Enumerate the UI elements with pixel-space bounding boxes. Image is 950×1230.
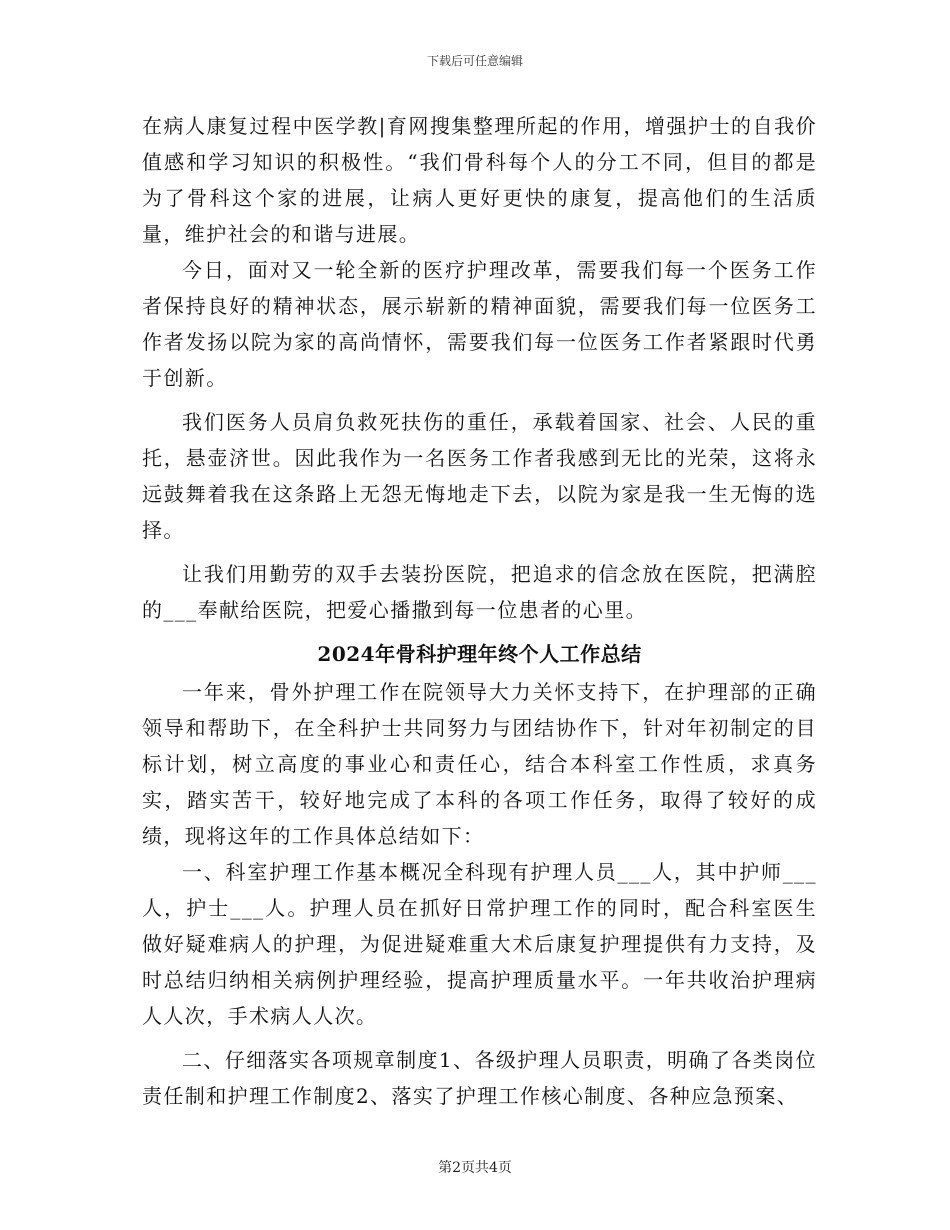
paragraph-1: 在病人康复过程中医学教|育网搜集整理所起的作用，增强护士的自我价值感和学习知识的积极性。“我们骨科每个人的分工不同，但目的都是为了骨科这个家的进展，让病人更好更快的康复，提高他们的生活质量，维护社会的和谐与进展。 [142,114,817,246]
page-header: 下载后可任意编辑 [426,54,523,68]
section-paragraph-3: 二、仔细落实各项规章制度1、各级护理人员职责，明确了各类岗位责任制和护理工作制度2、落实了护理工作核心制度、各种应急预案、 [142,1048,817,1108]
paragraph-4: 让我们用勤劳的双手去装扮医院，把追求的信念放在医院，把满腔的___奉献给医院，把爱心播撒到每一位患者的心里。 [142,562,817,622]
paragraph-3: 我们医务人员肩负救死扶伤的重任，承载着国家、社会、人民的重托，悬壶济世。因此我作为一名医务工作者我感到无比的光荣，这将永远鼓舞着我在这条路上无怨无悔地走下去，以院为家是我一生无悔的选择。 [142,410,817,542]
section-paragraph-1: 一年来，骨外护理工作在院领导大力关怀支持下，在护理部的正确领导和帮助下，在全科护士共同努力与团结协作下，针对年初制定的目标计划，树立高度的事业心和责任心，结合本科室工作性质，求真务实，踏实苦干，较好地完成了本科的各项工作任务，取得了较好的成绩，现将这年的工作具体总结如下： [142,680,817,848]
section-paragraph-2: 一、科室护理工作基本概况全科现有护理人员___人，其中护师___人，护士___人。护理人员在抓好日常护理工作的同时，配合科室医生做好疑难病人的护理，为促进疑难重大术后康复护理提供有力支持，及时总结归纳相关病例护理经验，提高护理质量水平。一年共收治护理病人人次，手术病人人次。 [142,860,817,1028]
document-body [142,108,817,1122]
paragraph-2: 今日，面对又一轮全新的医疗护理改革，需要我们每一个医务工作者保持良好的精神状态，展示崭新的精神面貌，需要我们每一位医务工作者发扬以院为家的高尚情怀，需要我们每一位医务工作者紧跟时代勇于创新。 [142,258,817,390]
section-title: 2024年骨科护理年终个人工作总结 [317,642,642,666]
page-number: 第2页共4页 [438,1160,512,1176]
